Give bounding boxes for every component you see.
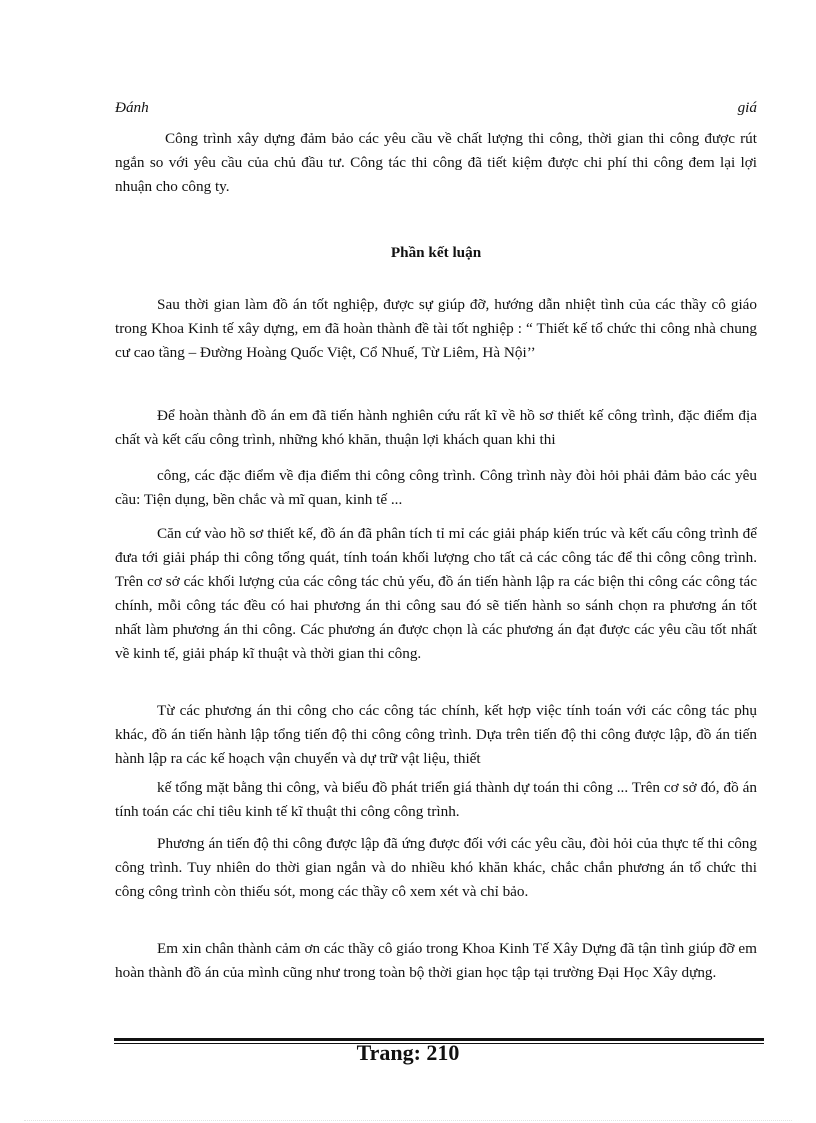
conclusion-paragraph-5: Từ các phương án thi công cho các công tác chính, kết hợp việc tính toán với các công tác phụ khác, đồ án tiến hành lập tổng tiến độ thi công công trình. Dựa trên tiến độ thi công được lập, đồ án tiến hành lập ra các kế hoạch vận chuyển và dự trữ vật liệu, thiết	[115, 702, 757, 767]
conclusion-paragraph-1: Sau thời gian làm đồ án tốt nghiệp, được sự giúp đỡ, hướng dẫn nhiệt tình của các thầy cô giáo trong Khoa Kinh tế xây dựng, em đã hoàn thành đề tài tốt nghiệp : “ Thiết kế tổ chức thi công nhà chung cư cao tầng – Đường Hoàng Quốc Việt, Cổ Nhuế, Từ Liêm, Hà Nội’’	[115, 296, 757, 361]
conclusion-paragraph-3: công, các đặc điểm về địa điểm thi công công trình. Công trình này đòi hỏi phải đảm bảo các yêu cầu: Tiện dụng, bền chắc và mĩ quan, kinh tế ...	[115, 467, 757, 508]
conclusion-paragraph-8: Em xin chân thành cảm ơn các thầy cô giáo trong Khoa Kinh Tế Xây Dựng đã tận tình giúp đỡ em hoàn thành đồ án của mình cũng như trong toàn bộ thời gian học tập tại trường Đại Học Xây dựng.	[115, 940, 757, 981]
conclusion-paragraph-7: Phương án tiến độ thi công được lập đã ứng được đối với các yêu cầu, đòi hỏi của thực tế thi công công trình. Tuy nhiên do thời gian ngắn và do nhiều khó khăn khác, chắc chắn phương án tổ chức thi công công trình còn thiếu sót, mong các thầy cô xem xét và chỉ bảo.	[115, 835, 757, 900]
evaluation-title-row	[115, 96, 757, 120]
section-heading: Phần kết luận	[390, 244, 482, 261]
evaluation-left-word: Đánh	[115, 99, 149, 116]
conclusion-paragraph-4: Căn cứ vào hồ sơ thiết kế, đồ án đã phân tích tỉ mỉ các giải pháp kiến trúc và kết cấu công trình để đưa tới giải pháp thi công tổng quát, tính toán khối lượng cho tất cả các công tác để thi công công trình. Trên cơ sở các khối lượng của các công tác chủ yếu, đồ án tiến hành lập ra các biện thi công các công tác chính, mỗi công tác đều có hai phương án thi công sau đó sẽ tiến hành so sánh chọn ra phương án tốt nhất làm phương án thi công. Các phương án được chọn là các phương án đạt được các yêu cầu tốt nhất về kinh tế, giải pháp kĩ thuật và thời gian thi công.	[115, 525, 757, 662]
page-bottom-border	[24, 1120, 792, 1121]
evaluation-paragraph: Công trình xây dựng đảm bảo các yêu cầu về chất lượng thi công, thời gian thi công được rút ngắn so với yêu cầu của chủ đầu tư. Công tác thi công đã tiết kiệm được chi phí thi công đem lại lợi nhuận cho công ty.	[115, 130, 757, 195]
page-number: Trang: 210	[356, 1040, 460, 1065]
evaluation-right-word: giá	[737, 99, 757, 116]
conclusion-paragraph-6: kế tổng mặt bằng thi công, và biểu đồ phát triển giá thành dự toán thi công ... Trên cơ sở đó, đồ án tính toán các chỉ tiêu kinh tế kĩ thuật thi công công trình.	[115, 779, 757, 820]
conclusion-paragraph-2: Để hoàn thành đồ án em đã tiến hành nghiên cứu rất kĩ về hồ sơ thiết kế công trình, đặc điểm địa chất và kết cấu công trình, những khó khăn, thuận lợi khách quan khi thi	[115, 407, 757, 448]
